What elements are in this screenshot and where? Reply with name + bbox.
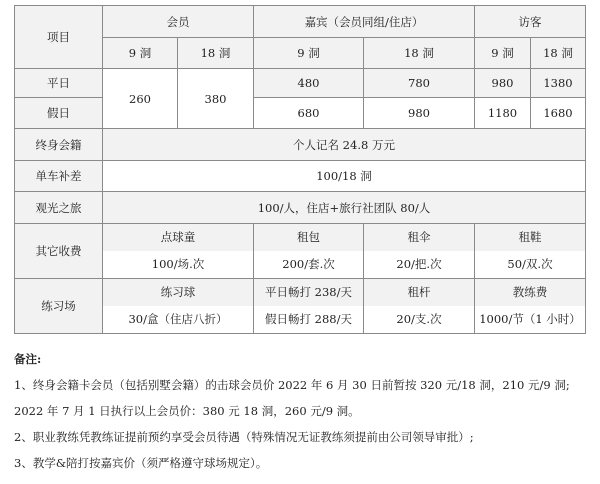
- holiday-guest-9: 680: [254, 98, 364, 129]
- notes: [14, 346, 594, 476]
- single-cart-label: 单车补差: [15, 161, 103, 192]
- range-club-rental: [364, 279, 475, 334]
- range-unlimited: [254, 279, 364, 334]
- header-guest: 嘉宾（会员同组/住店）: [254, 6, 475, 38]
- weekday-label: 平日: [15, 69, 103, 98]
- range-item-price: 30/盒（住店八折）: [128, 312, 228, 326]
- member-18-holes: 18 洞: [178, 38, 254, 69]
- member-18-price: 380: [178, 69, 254, 129]
- visitor-18-holes: 18 洞: [531, 38, 586, 69]
- note-line: 2022 年 7 月 1 日执行以上会员价：380 元 18 洞，260 元/9 洞。: [14, 404, 360, 418]
- range-item-name: 租杆: [364, 279, 474, 306]
- range-item-name: 平日畅打 238/天: [254, 279, 363, 306]
- range-coach-fee: [475, 279, 586, 334]
- weekday-visitor-18: 1380: [531, 69, 586, 98]
- single-cart-value: 100/18 洞: [103, 161, 586, 192]
- header-member: 会员: [103, 6, 254, 38]
- other-fee-price: 100/场.次: [151, 257, 205, 271]
- other-fee-umbrella: [364, 224, 475, 279]
- tour-row: [15, 192, 586, 224]
- weekday-row: [15, 69, 586, 98]
- header-row: [15, 6, 586, 38]
- member-9-price: 260: [103, 69, 178, 129]
- holiday-visitor-18: 1680: [531, 98, 586, 129]
- other-fee-bag: [254, 224, 364, 279]
- range-item-price: 1000/节（1 小时）: [479, 312, 581, 326]
- range-item-price: 20/支.次: [396, 312, 442, 326]
- other-fee-name: 租包: [254, 224, 363, 251]
- range-balls: [103, 279, 254, 334]
- guest-9-holes: 9 洞: [254, 38, 364, 69]
- weekday-visitor-9: 980: [475, 69, 531, 98]
- holiday-visitor-9: 1180: [475, 98, 531, 129]
- note-line: 3、教学&陪打按嘉宾价（须严格遵守球场规定）。: [14, 456, 268, 470]
- other-fee-price: 200/套.次: [282, 257, 335, 271]
- note-line: 2、职业教练凭教练证提前预约享受会员待遇（特殊情况无证教练须提前由公司领导审批）;: [14, 430, 474, 444]
- weekday-guest-18: 780: [364, 69, 475, 98]
- tour-value: 100/人，住店+旅行社团队 80/人: [103, 192, 586, 224]
- other-fee-caddie: [103, 224, 254, 279]
- holiday-label: 假日: [15, 98, 103, 129]
- other-fee-shoes: [475, 224, 586, 279]
- holiday-guest-18: 980: [364, 98, 475, 129]
- note-line: 1、终身会籍卡会员（包括别墅会籍）的击球会员价 2022 年 6 月 30 日前暂按 320 元/18 洞，210 元/9 洞;: [14, 378, 570, 392]
- other-fees-row: [15, 224, 586, 279]
- weekday-guest-9: 480: [254, 69, 364, 98]
- other-fee-name: 租伞: [364, 224, 474, 251]
- other-fee-price: 20/把.次: [396, 257, 442, 271]
- range-item-price: 假日畅打 288/天: [265, 312, 352, 326]
- range-item-name: 练习球: [103, 279, 253, 306]
- other-fee-name: 租鞋: [475, 224, 585, 251]
- header-item: 项目: [15, 6, 103, 69]
- other-fee-price: 50/双.次: [507, 257, 553, 271]
- range-label: 练习场: [15, 279, 103, 334]
- lifetime-value: 个人记名 24.8 万元: [103, 129, 586, 161]
- lifetime-label: 终身会籍: [15, 129, 103, 161]
- range-item-name: 教练费: [475, 279, 585, 306]
- other-fee-name: 点球童: [103, 224, 253, 251]
- single-cart-row: [15, 161, 586, 192]
- notes-title: 备注:: [14, 352, 42, 366]
- guest-18-holes: 18 洞: [364, 38, 475, 69]
- fee-table: [14, 5, 586, 334]
- lifetime-row: [15, 129, 586, 161]
- member-9-holes: 9 洞: [103, 38, 178, 69]
- holiday-row: [15, 98, 586, 129]
- header-visitor: 访客: [475, 6, 586, 38]
- other-fees-label: 其它收费: [15, 224, 103, 279]
- tour-label: 观光之旅: [15, 192, 103, 224]
- visitor-9-holes: 9 洞: [475, 38, 531, 69]
- range-row: [15, 279, 586, 334]
